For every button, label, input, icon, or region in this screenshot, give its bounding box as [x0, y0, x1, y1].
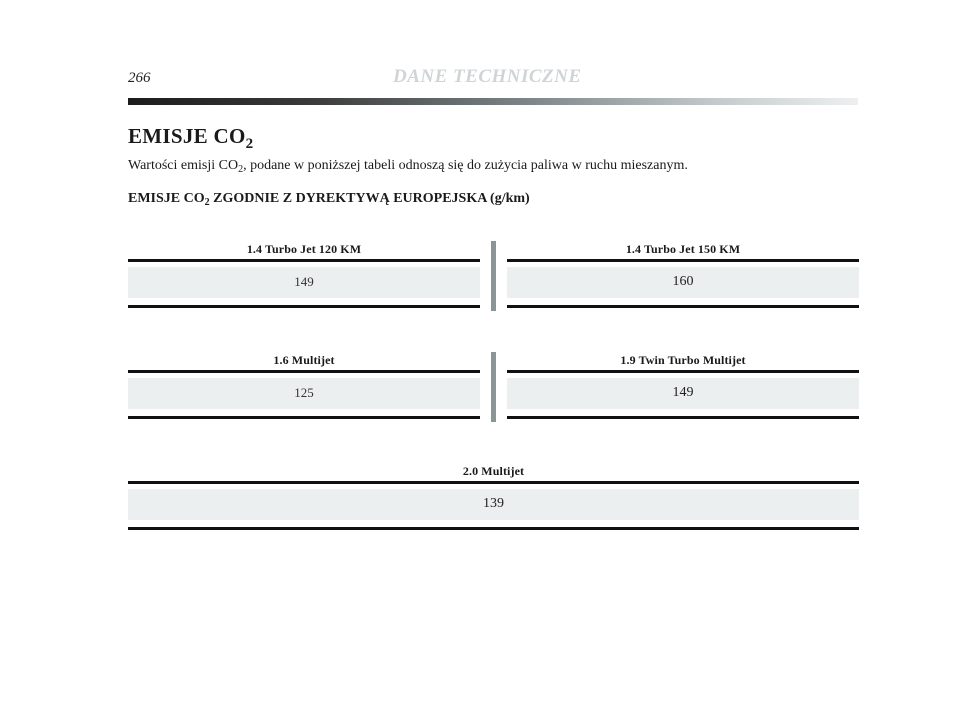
- section-title-subscript: 2: [245, 136, 254, 152]
- table-rule-bottom: [128, 416, 480, 419]
- table-subheading: [128, 191, 530, 208]
- intro-paragraph: [128, 158, 688, 175]
- engine-header: 1.4 Turbo Jet 150 KM: [625, 242, 741, 256]
- emission-value: 149: [507, 378, 859, 409]
- table-2-left-column: [128, 352, 480, 419]
- emissions-table-2: [128, 352, 859, 419]
- table-2-right-column: [507, 352, 859, 419]
- subheading-subscript: 2: [204, 197, 210, 208]
- emissions-table-3: [128, 463, 859, 530]
- column-divider: [480, 241, 507, 308]
- table-rule-bottom: [128, 305, 480, 308]
- column-divider: [480, 352, 507, 419]
- intro-text-end: , podane w poniższej tabeli odnoszą się do zużycia paliwa w ruchu mieszanym.: [243, 158, 688, 173]
- engine-header: 1.9 Twin Turbo Multijet: [620, 353, 746, 367]
- section-title: [128, 124, 253, 153]
- intro-subscript: 2: [238, 164, 244, 175]
- table-1-right-column: [507, 241, 859, 308]
- engine-header: 2.0 Multijet: [462, 464, 525, 478]
- subheading-text-start: EMISJE CO: [128, 191, 205, 206]
- column-divider-bar: [491, 352, 496, 422]
- table-rule-top: [128, 481, 859, 484]
- table-rule-top: [507, 370, 859, 373]
- emission-value: 160: [507, 267, 859, 298]
- emission-value: 139: [128, 489, 859, 520]
- table-rule-bottom: [507, 305, 859, 308]
- table-rule-top: [128, 370, 480, 373]
- subheading-text-end: ZGODNIE Z DYREKTYWĄ EUROPEJSKA (g/km): [209, 191, 530, 206]
- emission-value: 149: [128, 267, 480, 298]
- table-rule-bottom: [128, 527, 859, 530]
- section-title-text: EMISJE CO: [128, 124, 246, 148]
- header-rule: [128, 98, 858, 105]
- page-number: 266: [128, 70, 151, 86]
- column-divider-bar: [491, 241, 496, 311]
- engine-header: 1.4 Turbo Jet 120 KM: [246, 242, 362, 256]
- table-rule-top: [507, 259, 859, 262]
- running-header: DANE TECHNICZNE: [393, 66, 582, 87]
- table-rule-top: [128, 259, 480, 262]
- engine-header: 1.6 Multijet: [273, 353, 335, 367]
- emission-value: 125: [128, 378, 480, 409]
- emissions-table-1: [128, 241, 859, 308]
- table-rule-bottom: [507, 416, 859, 419]
- table-1-left-column: [128, 241, 480, 308]
- intro-text-start: Wartości emisji CO: [128, 158, 239, 173]
